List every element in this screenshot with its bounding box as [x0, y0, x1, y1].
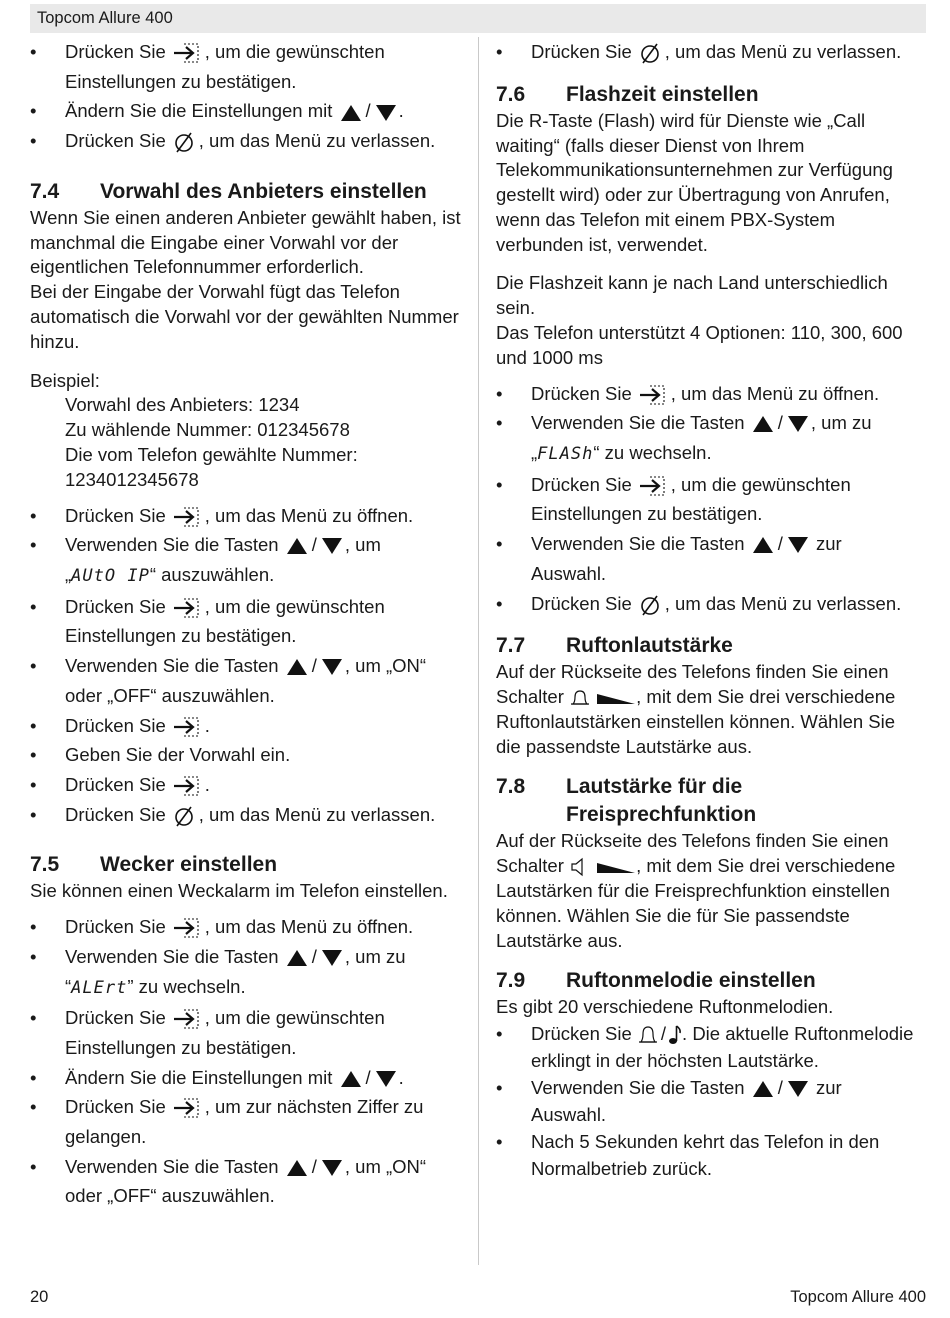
list-item: • Drücken Sie , um zur nächsten Ziffer zu gelangen.: [30, 1092, 466, 1151]
example-line: Zu wählende Nummer: 012345678: [65, 419, 350, 441]
up-arrow-icon: [752, 415, 774, 433]
music-note-icon: [668, 1024, 682, 1046]
list-item: • Drücken Sie .: [30, 711, 466, 741]
down-arrow-icon: [375, 104, 397, 122]
list-item: • Verwenden Sie die Tasten / zur Auswahl.: [496, 1074, 920, 1128]
list-item: • Geben Sie der Vorwahl ein.: [30, 740, 466, 770]
intro-steps-left: [30, 37, 466, 156]
section-heading-7-8: 7.8 Lautstärke für die Freisprechfunktion: [496, 775, 757, 827]
up-arrow-icon: [286, 537, 308, 555]
list-item: • Verwenden Sie die Tasten / , um „ON“ oder „OFF“ auszuwählen.: [30, 651, 466, 710]
list-item: • Ändern Sie die Einstellungen mit / .: [30, 96, 466, 126]
example-line: 1234012345678: [65, 468, 199, 490]
down-arrow-icon: [787, 536, 809, 554]
cancel-key-icon: [172, 804, 196, 828]
list-item: • Nach 5 Sekunden kehrt das Telefon in den Normalbetrieb zurück.: [496, 1128, 920, 1182]
bell-icon: [569, 688, 591, 708]
speaker-icon: [569, 857, 591, 877]
list-item: • Ändern Sie die Einstellungen mit / .: [30, 1063, 466, 1093]
cancel-key-icon: [638, 593, 662, 617]
up-arrow-icon: [286, 658, 308, 676]
enter-key-icon: [172, 917, 202, 939]
up-arrow-icon: [340, 1070, 362, 1088]
list-item: • Verwenden Sie die Tasten / , um „AUtO IP“ auszuwählen.: [30, 530, 466, 591]
example-line: Die vom Telefon gewählte Nummer:: [65, 443, 358, 465]
paragraph: Bei der Eingabe der Vorwahl fügt das Telefon automatisch die Vorwahl vor der gewählten Nummer hinzu.: [30, 281, 459, 352]
list-item: • Drücken Sie , um die gewünschten Einstellungen zu bestätigen.: [496, 470, 920, 529]
lcd-text: ALErt: [71, 977, 128, 998]
example-line: Vorwahl des Anbieters: 1234: [65, 394, 300, 416]
enter-key-icon: [172, 1097, 202, 1119]
enter-key-icon: [172, 1008, 202, 1030]
list-item: • Drücken Sie , um das Menü zu verlassen.: [30, 800, 466, 830]
enter-key-icon: [172, 597, 202, 619]
volume-wedge-icon: [596, 860, 636, 874]
list-item: • Drücken Sie / . Die aktuelle Ruftonmelodie erklingt in der höchsten Lautstärke.: [496, 1020, 920, 1074]
section-heading-7-6: 7.6 Flashzeit einstellen: [496, 82, 759, 106]
enter-key-icon: [172, 506, 202, 528]
enter-key-icon: [172, 42, 202, 64]
page-number: 20: [30, 1288, 49, 1306]
up-arrow-icon: [286, 1159, 308, 1177]
list-item: • Drücken Sie , um das Menü zu öffnen.: [30, 501, 466, 531]
lcd-text: FLASh: [537, 444, 594, 465]
list-item: • Drücken Sie , um das Menü zu verlassen.: [30, 126, 466, 156]
paragraph: Die R-Taste (Flash) wird für Dienste wie „Call waiting“ (falls dieser Dienst von Ihrem Telekommunikationsunternehmen zur Verfügung gestellt wird) oder zur Übertragung von Anrufen, wenn das Telefon mit einem PBX-System verbunden ist, verwendet.: [496, 109, 893, 255]
list-item: • Drücken Sie , um das Menü zu öffnen.: [30, 912, 466, 942]
list-item: • Verwenden Sie die Tasten / , um zu „FLASh“ zu wechseln.: [496, 408, 920, 469]
list-item: • Drücken Sie .: [30, 770, 466, 800]
list-item: • Verwenden Sie die Tasten / , um zu “ALErt” zu wechseln.: [30, 942, 466, 1003]
cancel-key-icon: [638, 41, 662, 65]
paragraph: Auf der Rückseite des Telefons finden Sie einen Schalter , mit dem Sie drei verschiedene Ruftonlautstärken einstellen können. Wählen Sie die passendste Lautstärke aus.: [496, 661, 896, 757]
paragraph: Es gibt 20 verschiedene Ruftonmelodien.: [496, 996, 834, 1018]
list-item: • Verwenden Sie die Tasten / , um „ON“ oder „OFF“ auszuwählen.: [30, 1152, 466, 1211]
paragraph: Auf der Rückseite des Telefons finden Sie einen Schalter , mit dem Sie drei verschiedene Lautstärken für die Freisprechfunktion einstellen können. Wählen Sie die für Sie passendste Lautstärke aus.: [496, 830, 896, 951]
up-arrow-icon: [752, 1080, 774, 1098]
header-title: Topcom Allure 400: [37, 9, 173, 27]
paragraph: Sie können einen Weckalarm im Telefon einstellen.: [30, 880, 448, 902]
intro-steps-right: [496, 37, 920, 67]
cancel-key-icon: [172, 130, 196, 154]
down-arrow-icon: [321, 949, 343, 967]
up-arrow-icon: [752, 536, 774, 554]
up-arrow-icon: [286, 949, 308, 967]
footer-product: Topcom Allure 400: [790, 1288, 926, 1306]
paragraph: Das Telefon unterstützt 4 Optionen: 110, 300, 600 und 1000 ms: [496, 322, 903, 368]
enter-key-icon: [638, 475, 668, 497]
steps-7-5: [30, 912, 466, 1211]
list-item: • Verwenden Sie die Tasten / zur Auswahl.: [496, 529, 920, 588]
section-heading-7-7: 7.7 Ruftonlautstärke: [496, 634, 733, 658]
column-divider: [478, 37, 479, 1265]
section-heading-7-4: 7.4 Vorwahl des Anbieters einstellen: [30, 179, 427, 203]
enter-key-icon: [172, 775, 202, 797]
down-arrow-icon: [375, 1070, 397, 1088]
up-arrow-icon: [340, 104, 362, 122]
left-column: [30, 37, 466, 1211]
lcd-text: AUtO IP: [71, 565, 150, 586]
down-arrow-icon: [321, 658, 343, 676]
example-label: Beispiel:: [30, 369, 100, 391]
list-item: • Drücken Sie , um die gewünschten Einstellungen zu bestätigen.: [30, 1003, 466, 1062]
bell-icon: [637, 1024, 659, 1046]
enter-key-icon: [172, 716, 202, 738]
steps-7-6: [496, 379, 920, 619]
enter-key-icon: [638, 384, 668, 406]
paragraph: Wenn Sie einen anderen Anbieter gewählt haben, ist manchmal die Eingabe einer Vorwahl vor der eigentlichen Telefonnummer erforderlich.: [30, 206, 461, 278]
volume-wedge-icon: [596, 691, 636, 705]
list-item: • Drücken Sie , um das Menü zu verlassen.: [496, 37, 920, 67]
down-arrow-icon: [321, 537, 343, 555]
page-header: [30, 4, 926, 33]
steps-7-4: [30, 501, 466, 830]
down-arrow-icon: [321, 1159, 343, 1177]
down-arrow-icon: [787, 1080, 809, 1098]
paragraph: Die Flashzeit kann je nach Land unterschiedlich sein.: [496, 272, 888, 319]
section-heading-7-9: 7.9 Ruftonmelodie einstellen: [496, 969, 816, 993]
right-column: [496, 37, 920, 1182]
down-arrow-icon: [787, 415, 809, 433]
section-heading-7-5: 7.5 Wecker einstellen: [30, 853, 278, 877]
list-item: • Drücken Sie , um das Menü zu verlassen.: [496, 589, 920, 619]
list-item: • Drücken Sie , um das Menü zu öffnen.: [496, 379, 920, 409]
list-item: • Drücken Sie , um die gewünschten Einstellungen zu bestätigen.: [30, 592, 466, 651]
list-item: • Drücken Sie , um die gewünschten Einstellungen zu bestätigen.: [30, 37, 466, 96]
steps-7-9: [496, 1020, 920, 1182]
